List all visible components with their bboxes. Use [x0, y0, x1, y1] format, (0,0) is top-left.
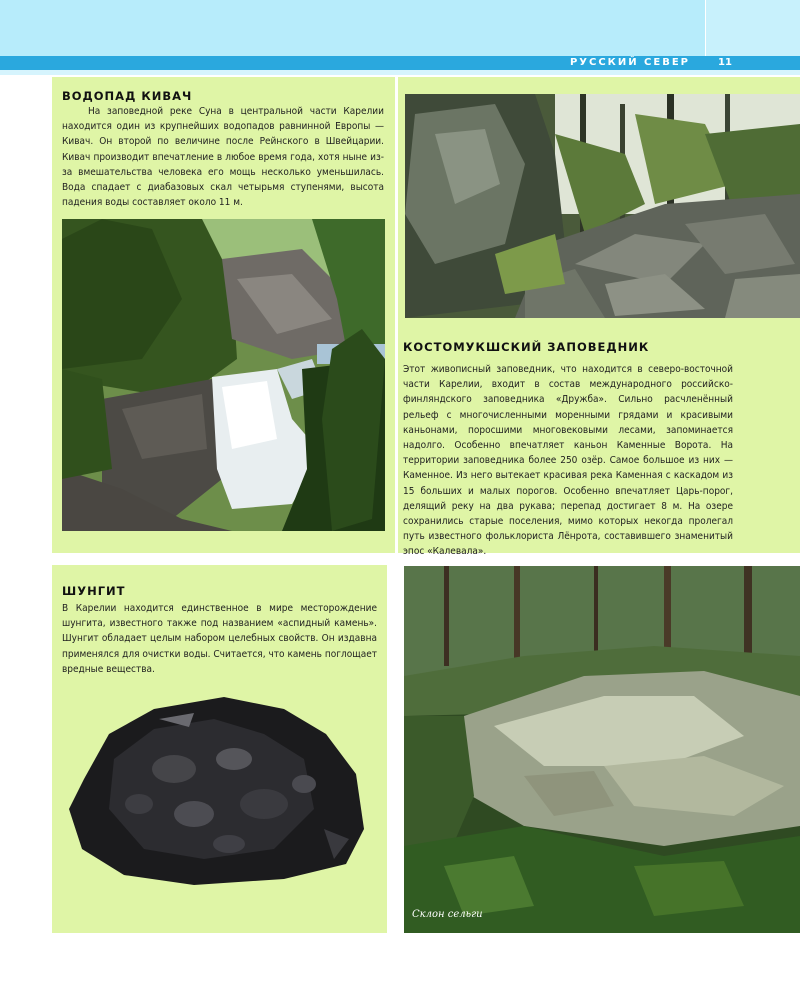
kivach-panel [52, 77, 395, 553]
shungite-stone-image [64, 689, 364, 889]
kostomuksha-title: КОСТОМУКШСКИЙ ЗАПОВЕДНИК [403, 340, 650, 354]
shungite-title: ШУНГИТ [62, 584, 126, 598]
kivach-waterfall-photo [62, 219, 385, 531]
header-divider [0, 70, 800, 75]
kostomuksha-panel [398, 77, 800, 558]
page-number: 11 [705, 56, 745, 70]
running-head: РУССКИЙ СЕВЕР [569, 57, 690, 68]
slope-caption: Склон сельги [412, 909, 483, 920]
kivach-text: На заповедной реке Суна в центральной части Карелии находится один из крупнейших водопадов равнинной Европы — Кивач. Он второй по величине после Рейнского в Швейцарии. Кивач производит впечатление в любое время года, хотя ныне из-за вмешательства человека его мощь несколько уменьшилась. Вода спадает с диабазовых скал четырьмя ступенями, высота падения воды составляет около 11 м. [62, 106, 384, 209]
kostomuksha-text: Этот живописный заповедник, что находится в северо-восточной части Карелии, входит в состав международного российско-финляндского заповедника «Дружба». Сильно расчленённый рельеф с многочисленными моренными грядами и красивыми каньонами, поросшими многовековыми лесами, запоминается надолго. Особенно впечатляет каньон Каменные Ворота. На территории заповедника более 250 озёр. Самое большое из них — Каменное. Из него вытекает красивая река Каменная с каскадом из 15 больших и малых порогов. Особенно впечатляет Царь-порог, делящий реку на два рукава; перепад достигает 8 м. На озере сохранились старые поселения, мимо которых некогда пролегал путь известного фольклориста Лёнрота, составившего знаменитый эпос «Калевала». [403, 364, 733, 558]
slope-photo [404, 566, 800, 933]
top-band [0, 0, 800, 56]
top-band-corner [705, 0, 800, 56]
kivach-title: ВОДОПАД КИВАЧ [62, 89, 193, 103]
shungite-text: В Карелии находится единственное в мире месторождение шунгита, известного также под названием «аспидный камень». Шунгит обладает целым набором целебных свойств. Он издавна применялся для очистки воды. Считается, что камень поглощает вредные вещества. [62, 603, 377, 675]
shungite-panel [52, 565, 387, 933]
kostomuksha-forest-photo [405, 94, 800, 318]
